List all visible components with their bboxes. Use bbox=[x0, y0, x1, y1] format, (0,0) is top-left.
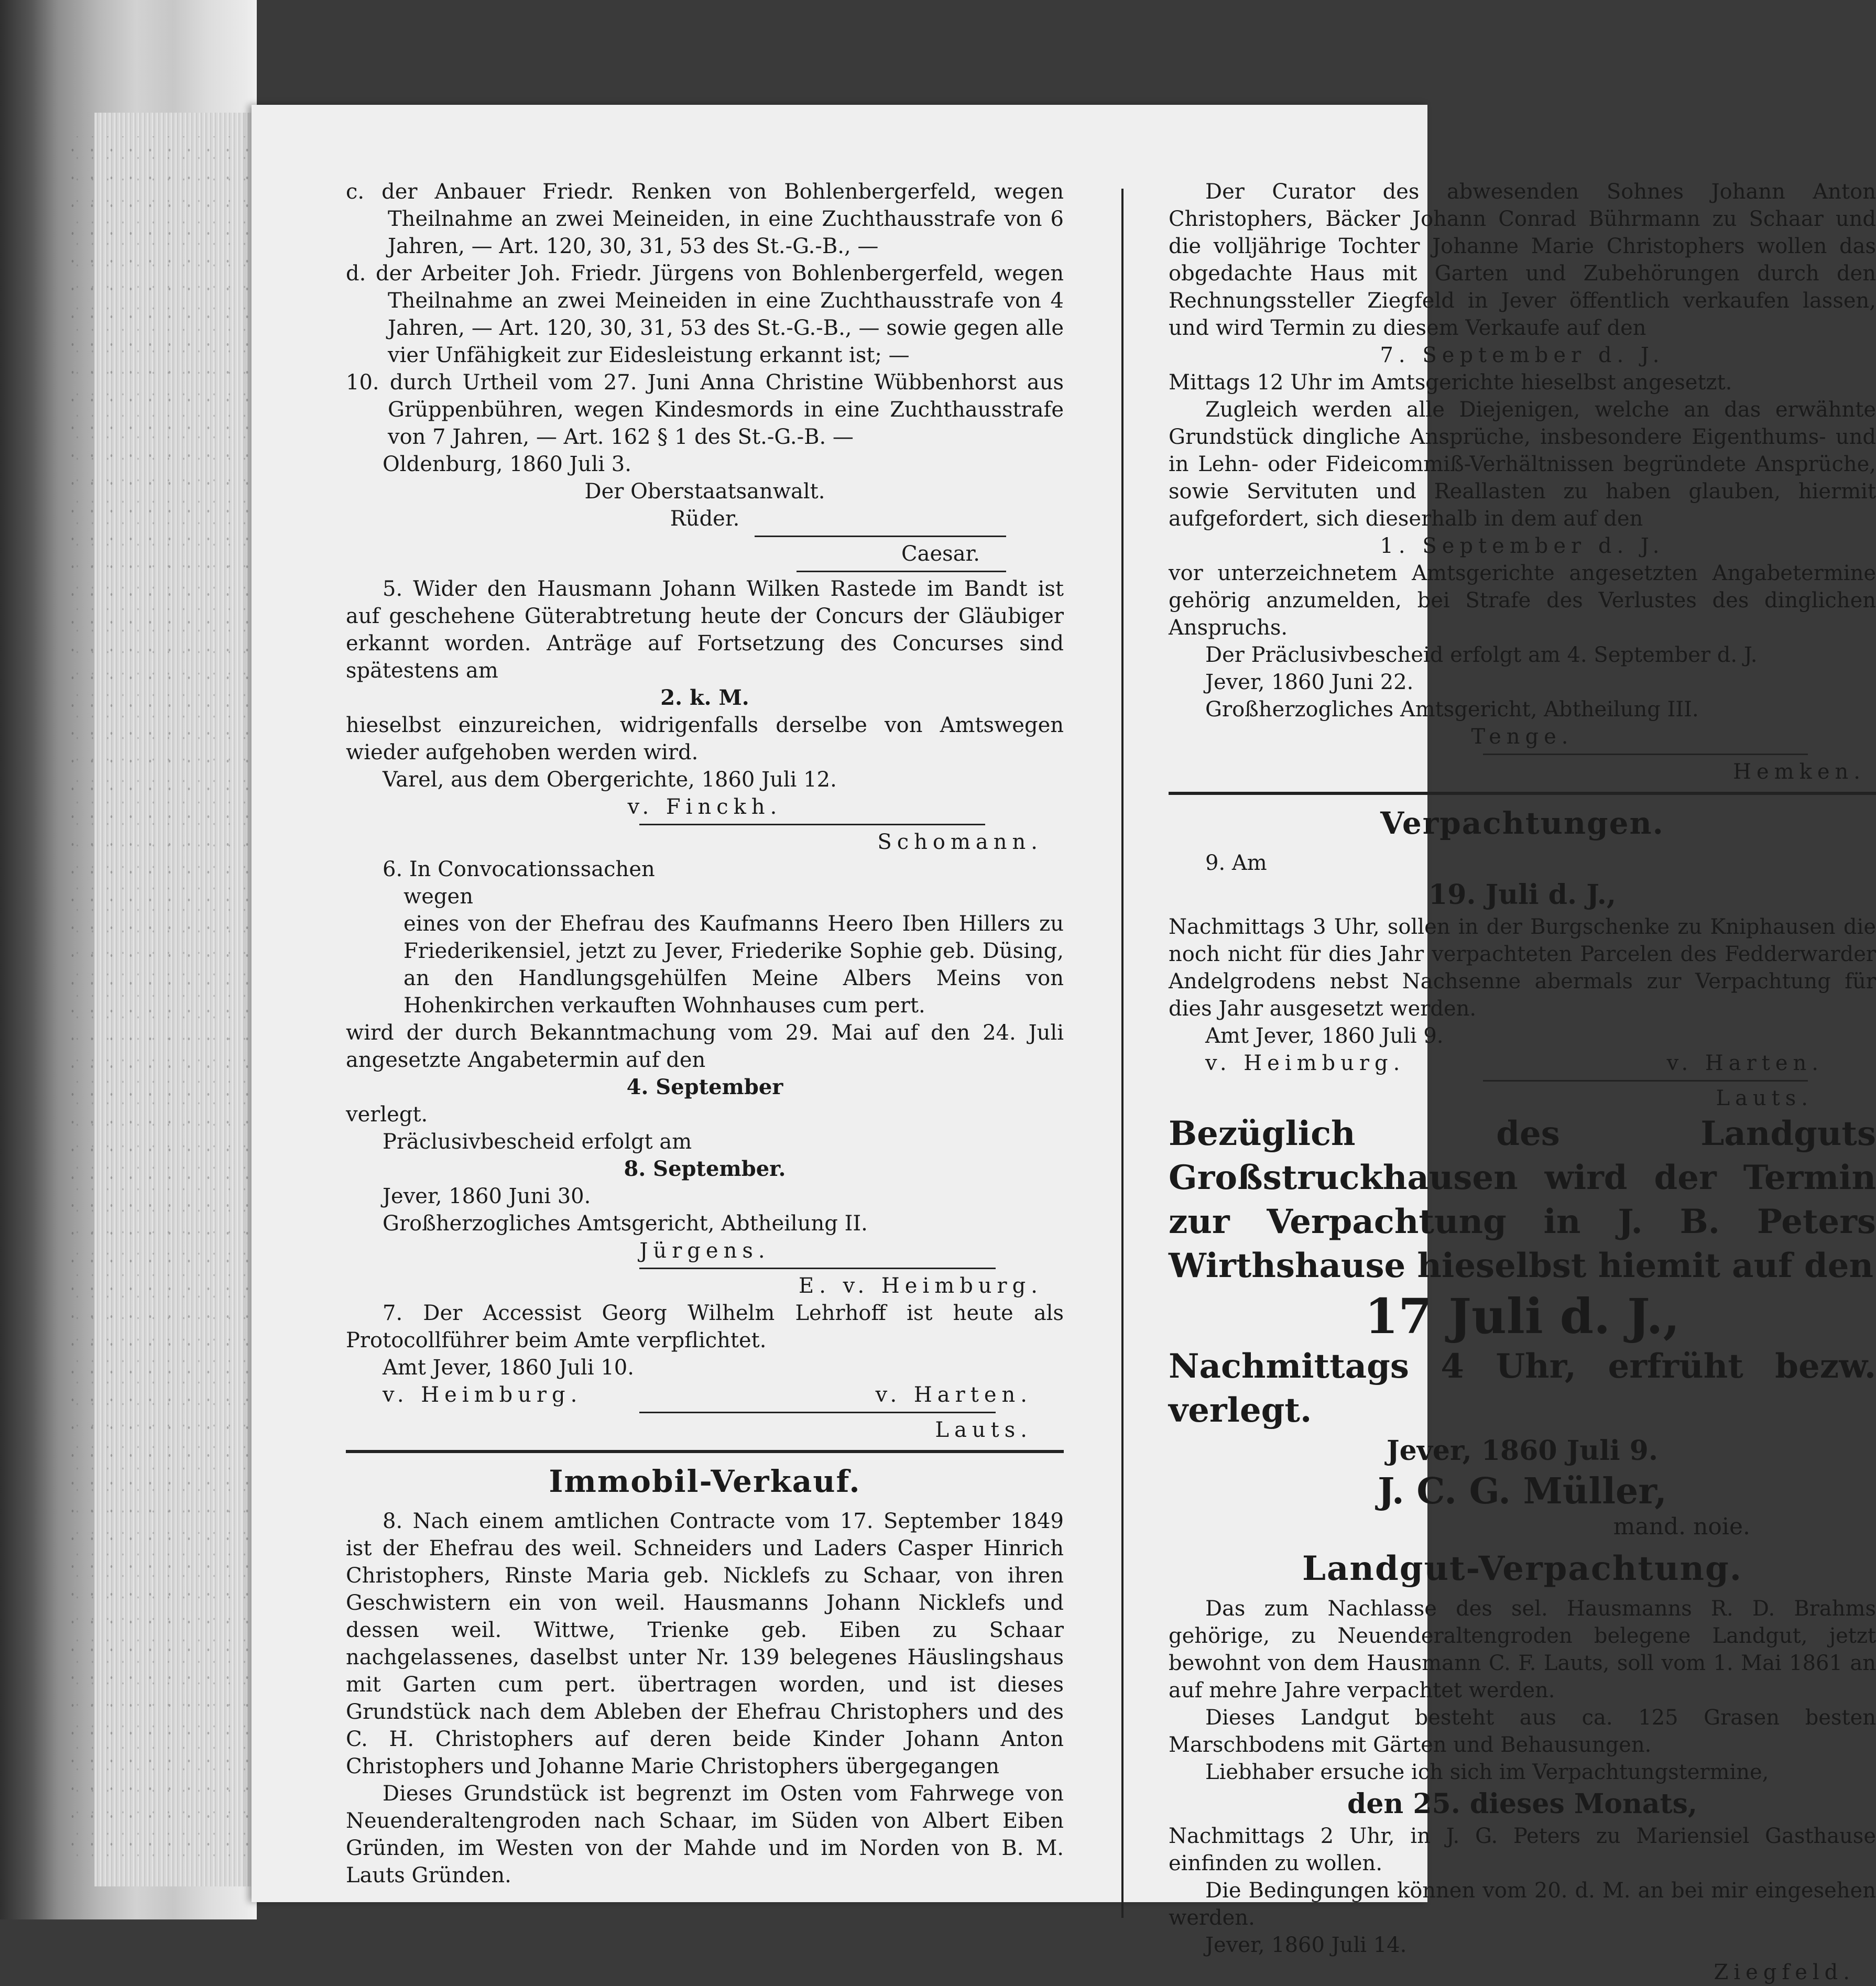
item-6-head: 6. In Convocationssachen bbox=[383, 857, 655, 881]
item-6-date2: 8. September. bbox=[624, 1156, 786, 1181]
ad-landgut-sig: Ziegfeld. bbox=[1714, 1960, 1855, 1984]
ad-landgut-body3: Liebhaber ersuche ich sich im Verpachtungstermine, bbox=[1205, 1760, 1769, 1784]
item-6-body: eines von der Ehefrau des Kaufmanns Heero Iben Hillers zu Friederikensiel, jetzt zu Jever, Friederike Sophie geb. Düsing, an den Handlungsgehülfen Meine Albers Meins von Hohenkirchen verkauften Wohnhauses cum pert. bbox=[403, 912, 1064, 1018]
divider-rule bbox=[639, 1412, 996, 1413]
ad-grossstruckhausen-note: mand. noie. bbox=[1613, 1513, 1750, 1540]
ad-landgut-place: Jever, 1860 Juli 14. bbox=[1205, 1933, 1407, 1957]
divider-rule bbox=[1483, 754, 1808, 755]
item-7-sig1: v. Heimburg. bbox=[383, 1383, 583, 1407]
ad-landgut-date: den 25. dieses Monats, bbox=[1347, 1788, 1697, 1820]
item-8-b: Dieses Grundstück ist begrenzt im Osten vom Fahrwege von Neuenderaltengroden nach Schaar, im Süden von Albert Eiben Gründen, im Westen von der Mahde und im Norden von B. M. Lauts Gründen. bbox=[346, 1782, 1064, 1887]
divider-rule bbox=[639, 824, 985, 825]
item-6-wegen: wegen bbox=[403, 885, 473, 909]
ad-grossstruckhausen-time: Nachmittags 4 Uhr, erfrüht bezw. verlegt. bbox=[1169, 1347, 1876, 1430]
item-9-signatures bbox=[1169, 1050, 1876, 1077]
item-5: 5. Wider den Hausmann Johann Wilken Rastede im Bandt ist auf geschehene Güterabtretung heute der Concurs der Gläubiger erkannt worden. Anträge auf Fortsetzung des Concurses sind spätestens am bbox=[346, 577, 1064, 683]
divider-rule bbox=[1483, 1080, 1808, 1082]
notice-sig1: Tenge. bbox=[1471, 725, 1574, 749]
ad-grossstruckhausen-sig: J. C. G. Müller, bbox=[1378, 1470, 1667, 1512]
item-9-date: 19. Juli d. J., bbox=[1428, 879, 1616, 911]
item-9-sig3: Lauts. bbox=[1716, 1086, 1813, 1110]
item-6-praecl: Präclusivbescheid erfolgt am bbox=[383, 1130, 692, 1154]
column-divider bbox=[1121, 189, 1124, 1918]
zugleich-notice: Zugleich werden alle Diejenigen, welche an das erwähnte Grundstück dingliche Ansprüche, insbesondere Eigenthums- und in Lehn- oder Fideicommiß-Verhältnissen begründete Ansprüche, sowie Servituten und Reallasten zu haben glauben, hiermit aufgefordert, sich dieserhalb in dem auf den bbox=[1169, 398, 1876, 531]
item-6-verlegt: verlegt. bbox=[346, 1103, 428, 1127]
item-9-sig2: v. Harten. bbox=[1666, 1051, 1824, 1075]
item-9-place: Amt Jever, 1860 Juli 9. bbox=[1205, 1024, 1444, 1048]
item-6-sig2: E. v. Heimburg. bbox=[799, 1274, 1043, 1298]
zugleich-date: 1. September d. J. bbox=[1380, 534, 1665, 558]
item-10: 10. durch Urtheil vom 27. Juni Anna Christine Wübbenhorst aus Grüppenbühren, wegen Kindesmords in eine Zuchthausstrafe von 7 Jahren, — Art. 162 § 1 des St.-G.-B. — bbox=[346, 370, 1064, 449]
section-rule bbox=[1169, 792, 1876, 795]
left-column bbox=[346, 178, 1064, 1889]
divider-rule bbox=[797, 571, 1006, 572]
item-c: c. der Anbauer Friedr. Renken von Bohlenbergerfeld, wegen Theilnahme an zwei Meineiden, in eine Zuchthausstrafe von 6 Jahren, — Art. 120, 30, 31, 53 des St.-G.-B., — bbox=[346, 180, 1064, 258]
item-10-office: Der Oberstaatsanwalt. bbox=[584, 479, 825, 504]
item-6-place: Jever, 1860 Juni 30. bbox=[383, 1184, 591, 1208]
item-d: d. der Arbeiter Joh. Friedr. Jürgens von Bohlenbergerfeld, wegen Theilnahme an zwei Meineiden in eine Zuchthausstrafe von 4 Jahren, — Art. 120, 30, 31, 53 des St.-G.-B., — sowie gegen alle vier Unfähigkeit zur Eidesleistung erkannt ist; — bbox=[346, 261, 1064, 367]
ad-grossstruckhausen: Bezüglich des Landguts Großstruckhausen wird der Termin zur Verpachtung in J. B. Peters Wirthshause hieselbst hiemit auf den bbox=[1169, 1114, 1876, 1285]
item-6-sig1: Jürgens. bbox=[639, 1239, 770, 1263]
item-9-body: Nachmittags 3 Uhr, sollen in der Burgschenke zu Kniphausen die noch nicht für dies Jahr verpachteten Parcelen des Fedderwarder Andelgrodens nebst Nachsenne abermals zur Verpachtung für dies Jahr ausgesetzt werden. bbox=[1169, 915, 1876, 1021]
ad-landgut-conditions: Die Bedingungen können vom 20. d. M. an bei mir eingesehen werden. bbox=[1169, 1879, 1876, 1930]
item-5-cont: hieselbst einzureichen, widrigenfalls derselbe von Amtswegen wieder aufgehoben werden wird. bbox=[346, 713, 1064, 765]
item-9-sig1: v. Heimburg. bbox=[1205, 1051, 1405, 1075]
ad-landgut-heading: Landgut-Verpachtung. bbox=[1302, 1549, 1743, 1588]
ad-grossstruckhausen-date: 17 Juli d. J., bbox=[1365, 1288, 1680, 1345]
notice-sig2: Hemken. bbox=[1733, 760, 1866, 784]
item-10-date: Oldenburg, 1860 Juli 3. bbox=[383, 452, 631, 476]
item-6-cont: wird der durch Bekanntmachung vom 29. Mai auf den 24. Juli angesetzte Angabetermin auf den bbox=[346, 1021, 1064, 1072]
ad-landgut-body: Das zum Nachlasse des sel. Hausmanns R. D. Brahms gehörige, zu Neuenderaltengroden belegene Landgut, jetzt bewohnt von dem Hausmann C. F. Lauts, soll vom 1. Mai 1861 an auf mehre Jahre verpachtet werden. bbox=[1169, 1597, 1876, 1703]
section-heading-immobil: Immobil-Verkauf. bbox=[549, 1464, 861, 1499]
item-6-court: Großherzogliches Amtsgericht, Abtheilung II. bbox=[383, 1212, 868, 1236]
right-column bbox=[1169, 178, 1876, 1986]
item-7: 7. Der Accessist Georg Wilhelm Lehrhoff ist heute als Protocollführer beim Amte verpflichtet. bbox=[346, 1301, 1064, 1352]
item-7-sig2: v. Harten. bbox=[875, 1383, 1032, 1407]
item-8: 8. Nach einem amtlichen Contracte vom 17. September 1849 ist der Ehefrau des weil. Schneiders und Laders Casper Hinrich Christophers, Rinste Maria geb. Nicklefs zu Schaar, von ihren Geschwistern ein von weil. Hausmanns Johann Nicklefs und dessen weil. Wittwe, Trienke geb. Eiben zu Schaar nachgelassenes, daselbst unter Nr. 139 belegenes Häuslingshaus mit Garten cum pert. übertragen worden, und ist dieses Grundstück nach dem Ableben der Ehefrau Christophers und des C. H. Christophers auf deren beide Kinder Johann Anton Christophers und Johanne Marie Christophers übergegangen bbox=[346, 1509, 1064, 1778]
item-6-date1: 4. September bbox=[626, 1075, 783, 1099]
item-9: 9. Am bbox=[1205, 851, 1267, 875]
item-10-name: Rüder. bbox=[670, 507, 740, 531]
divider-rule bbox=[639, 1268, 996, 1269]
item-7-sig3: Lauts. bbox=[935, 1418, 1032, 1442]
divider-rule bbox=[755, 536, 1006, 537]
praeclusiv-notice: Der Präclusivbescheid erfolgt am 4. September d. J. bbox=[1205, 643, 1758, 667]
curator-time: Mittags 12 Uhr im Amtsgerichte hieselbst angesetzt. bbox=[1169, 370, 1732, 395]
curator-date: 7. September d. J. bbox=[1380, 343, 1665, 367]
item-7-signatures bbox=[346, 1381, 1064, 1409]
item-10-clerk: Caesar. bbox=[901, 542, 980, 566]
item-5-date: 2. k. M. bbox=[660, 685, 749, 710]
item-5-sig1: v. Finckh. bbox=[627, 795, 782, 819]
ad-landgut-time: Nachmittags 2 Uhr, in J. G. Peters zu Mariensiel Gasthause einfinden zu wollen. bbox=[1169, 1824, 1876, 1875]
zugleich-cont: vor unterzeichnetem Amtsgerichte angesetzten Angabetermine gehörig anzumelden, bei Strafe des Verlustes des dinglichen Anspruchs. bbox=[1169, 561, 1876, 640]
curator-notice: Der Curator des abwesenden Sohnes Johann Anton Christophers, Bäcker Johann Conrad Bührmann zu Schaar und die volljährige Tochter Johanne Marie Christophers wollen das obgedachte Haus mit Garten und Zubehörungen durch den Rechnungssteller Ziegfeld in Jever öffentlich verkaufen lassen, und wird Termin zu diesem Verkaufe auf den bbox=[1169, 180, 1876, 340]
section-heading-verpachtungen: Verpachtungen. bbox=[1380, 805, 1664, 841]
item-5-place: Varel, aus dem Obergerichte, 1860 Juli 12. bbox=[383, 768, 837, 792]
notice-court: Großherzogliches Amtsgericht, Abtheilung III. bbox=[1205, 697, 1699, 722]
notice-place: Jever, 1860 Juni 22. bbox=[1205, 670, 1414, 694]
item-5-sig2: Schomann. bbox=[877, 830, 1043, 854]
paper-speckle bbox=[63, 136, 252, 1865]
ad-grossstruckhausen-place: Jever, 1860 Juli 9. bbox=[1387, 1435, 1658, 1467]
newspaper-page bbox=[252, 105, 1876, 1984]
section-rule bbox=[346, 1450, 1064, 1453]
item-7-place: Amt Jever, 1860 Juli 10. bbox=[383, 1356, 634, 1380]
ad-landgut-body2: Dieses Landgut besteht aus ca. 125 Grasen besten Marschbodens mit Gärten und Behausungen. bbox=[1169, 1706, 1876, 1757]
